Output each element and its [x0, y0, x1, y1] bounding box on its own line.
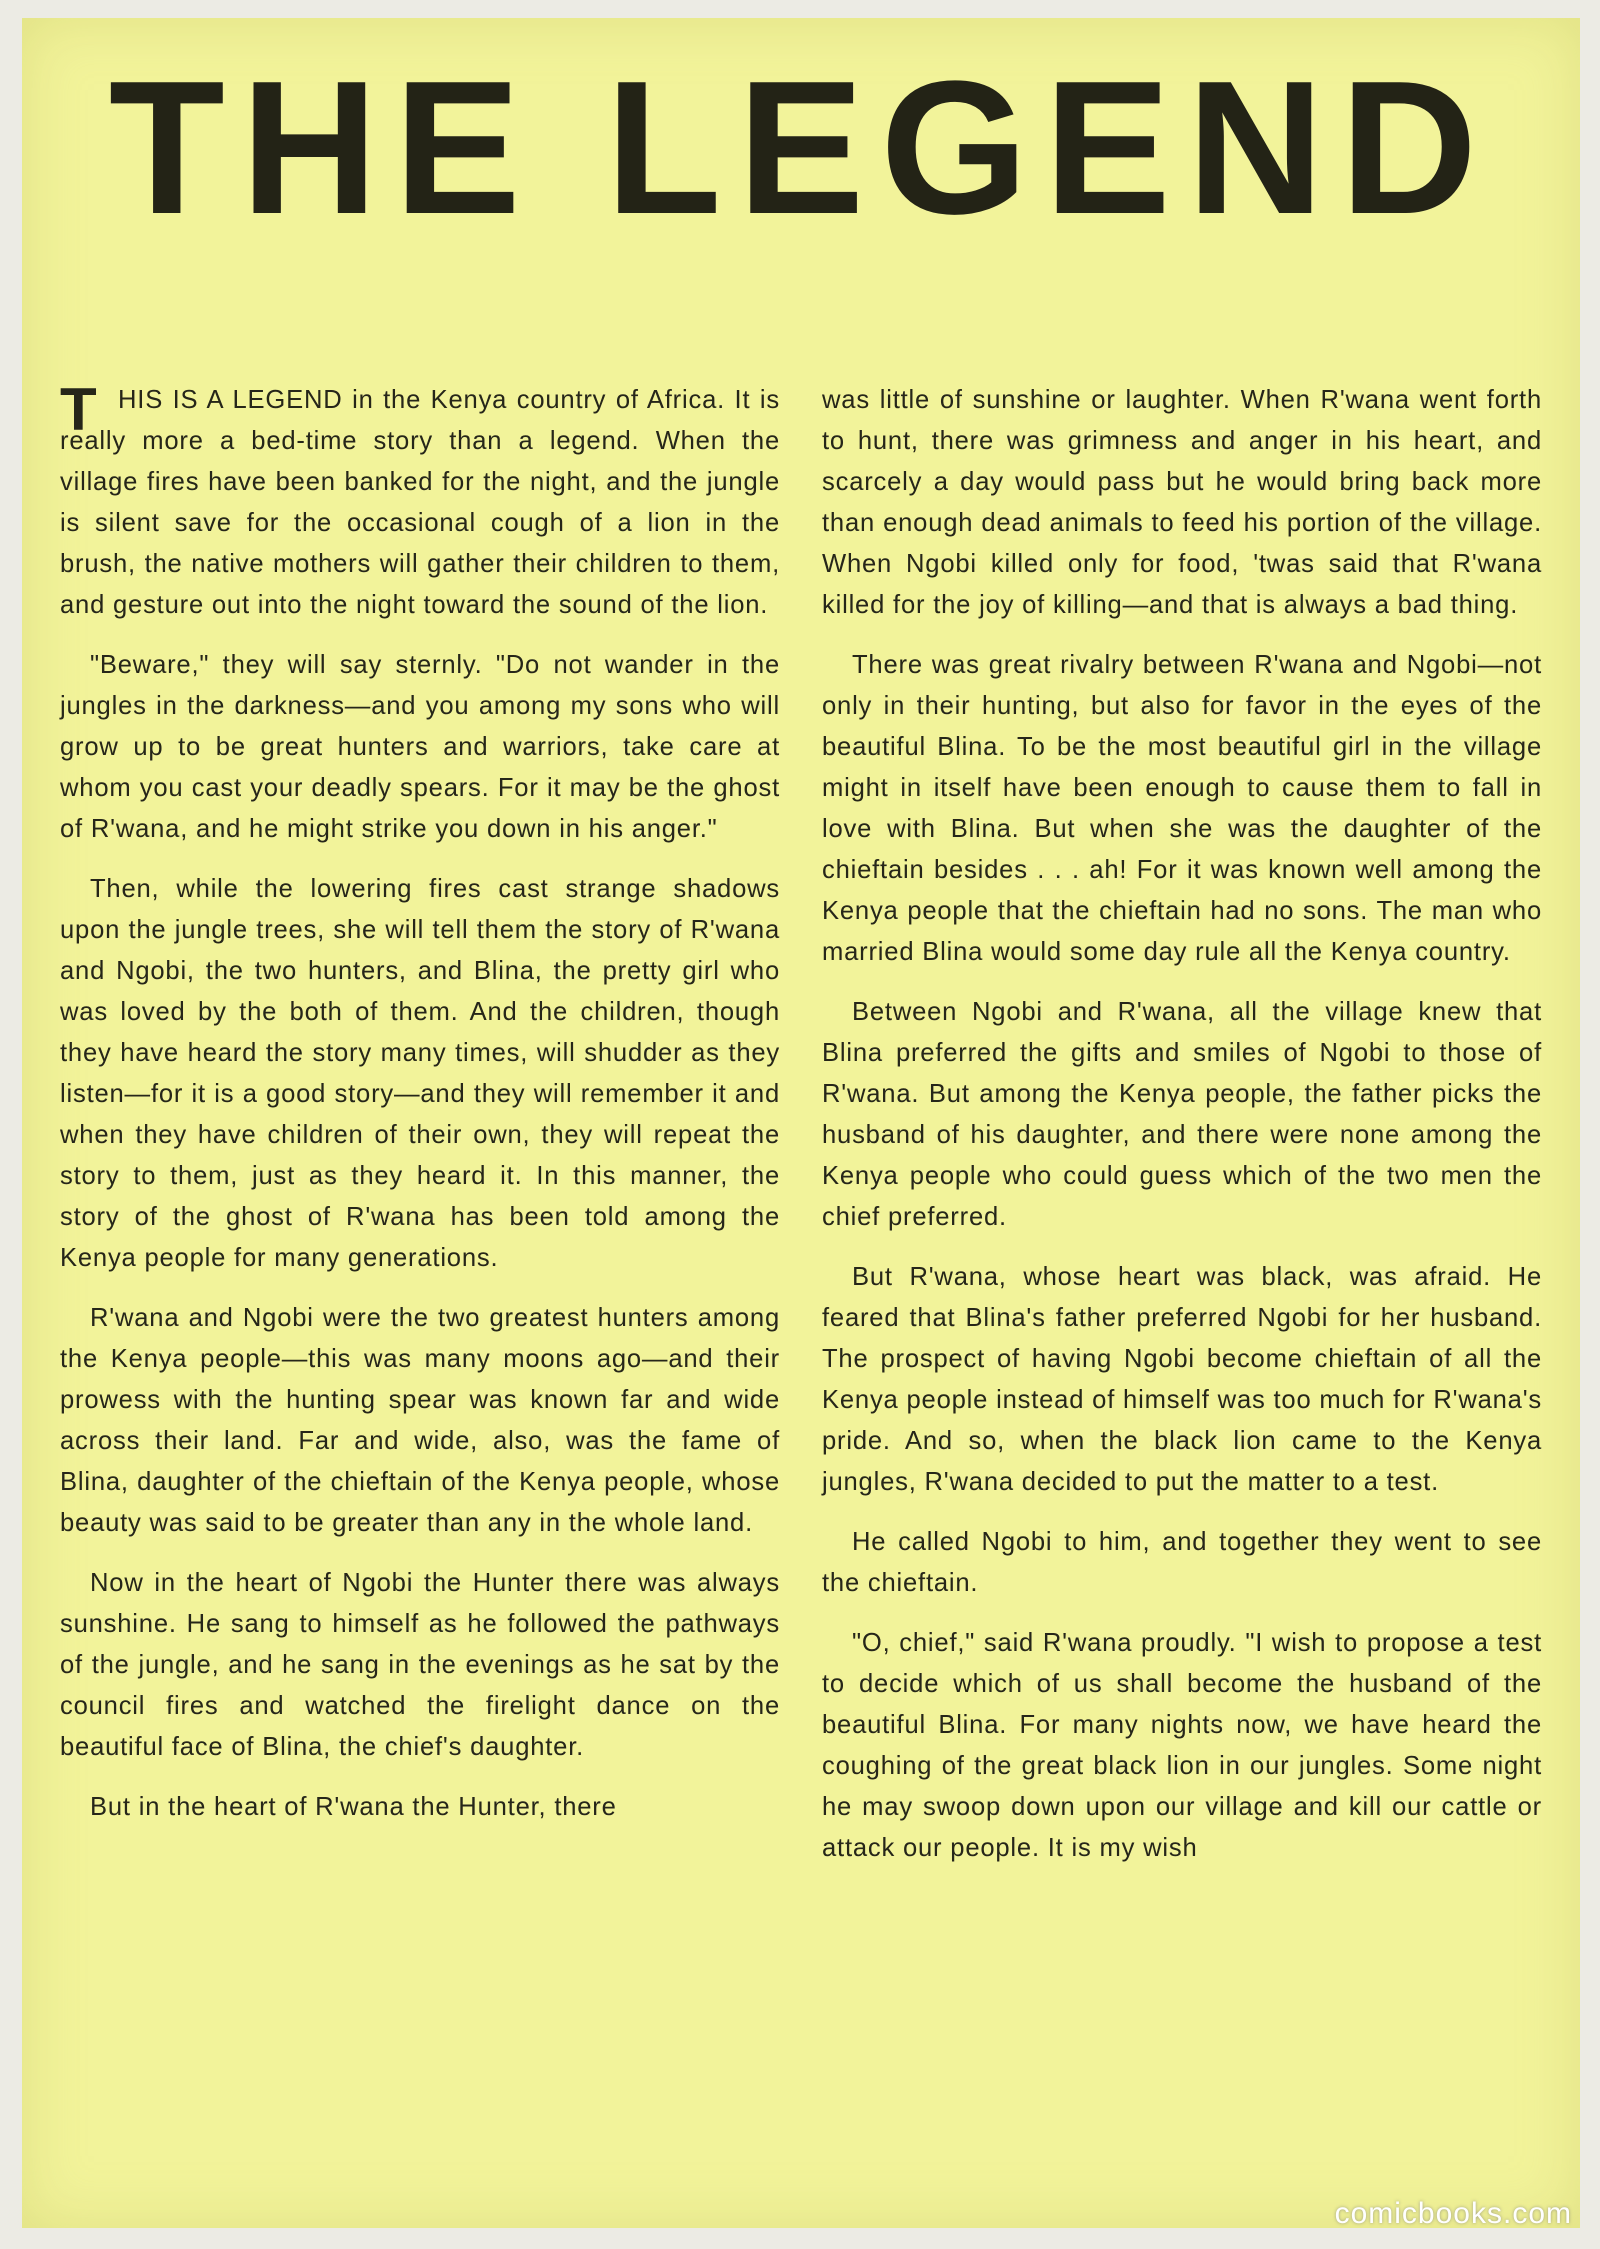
paragraph: Between Ngobi and R'wana, all the village knew that Blina preferred the gifts and smiles of Ngobi to those of R'wana. But among the Kenya people, the father picks the husband of his daughter, and there were none among the Kenya people who could guess which of the two men the chief preferred. [822, 998, 1542, 1231]
paragraph: "O, chief," said R'wana proudly. "I wish to propose a test to decide which of us shall become the husband of the beautiful Blina. For many nights now, we have heard the coughing of the great black lion in our jungles. Some night he may swoop down upon our village and kill our cattle or attack our people. It is my wish [822, 1629, 1542, 1862]
paragraph: R'wana and Ngobi were the two greatest hunters among the Kenya people—this was many moons ago—and their prowess with the hunting spear was known far and wide across their land. Far and wide, also, was the fame of Blina, daughter of the chieftain of the Kenya people, whose beauty was said to be greater than any in the whole land. [60, 1304, 780, 1537]
paragraph: But in the heart of R'wana the Hunter, there [90, 1793, 617, 1821]
drop-cap: T [60, 376, 98, 443]
left-column [60, 376, 780, 1847]
page-title: THE LEGEND [108, 42, 1494, 254]
watermark: comicbooks.com [1334, 2197, 1572, 2230]
right-column [822, 380, 1542, 1888]
paragraph: HIS IS A LEGEND in the Kenya country of Africa. It is really more a bed-time story than a legend. When the village fires have been banked for the night, and the jungle is silent save for the occasional cough of a lion in the brush, the native mothers will gather their children to them, and gesture out into the night toward the sound of the lion. [60, 386, 780, 619]
paragraph: was little of sunshine or laughter. When R'wana went forth to hunt, there was grimness and anger in his heart, and scarcely a day would pass but he would bring back more than enough dead animals to feed his portion of the village. When Ngobi killed only for food, 'twas said that R'wana killed for the joy of killing—and that is always a bad thing. [822, 386, 1542, 619]
paragraph: Then, while the lowering fires cast strange shadows upon the jungle trees, she will tell them the story of R'wana and Ngobi, the two hunters, and Blina, the pretty girl who was loved by the both of them. And the children, though they have heard the story many times, will shudder as they listen—for it is a good story—and they will remember it and when they have children of their own, they will repeat the story to them, just as they heard it. In this manner, the story of the ghost of R'wana has been told among the Kenya people for many generations. [60, 875, 780, 1272]
paragraph: Now in the heart of Ngobi the Hunter there was always sunshine. He sang to himself as he followed the pathways of the jungle, and he sang in the evenings as he sat by the council fires and watched the firelight dance on the beautiful face of Blina, the chief's daughter. [60, 1569, 780, 1761]
comic-text-page [22, 18, 1580, 2228]
paragraph: But R'wana, whose heart was black, was afraid. He feared that Blina's father preferred Ngobi for her husband. The prospect of having Ngobi become chieftain of all the Kenya people instead of himself was too much for R'wana's pride. And so, when the black lion came to the Kenya jungles, R'wana decided to put the matter to a test. [822, 1263, 1542, 1496]
paragraph: There was great rivalry between R'wana and Ngobi—not only in their hunting, but also for favor in the eyes of the beautiful Blina. To be the most beautiful girl in the village might in itself have been enough to cause them to fall in love with Blina. But when she was the daughter of the chieftain besides . . . ah! For it was known well among the Kenya people that the chieftain had no sons. The man who married Blina would some day rule all the Kenya country. [822, 651, 1542, 966]
paragraph: "Beware," they will say sternly. "Do not wander in the jungles in the darkness—and you among my sons who will grow up to be great hunters and warriors, take care at whom you cast your deadly spears. For it may be the ghost of R'wana, and he might strike you down in his anger." [60, 651, 780, 843]
paragraph: He called Ngobi to him, and together they went to see the chieftain. [822, 1528, 1542, 1597]
opening-paragraph-wrap [60, 376, 780, 626]
